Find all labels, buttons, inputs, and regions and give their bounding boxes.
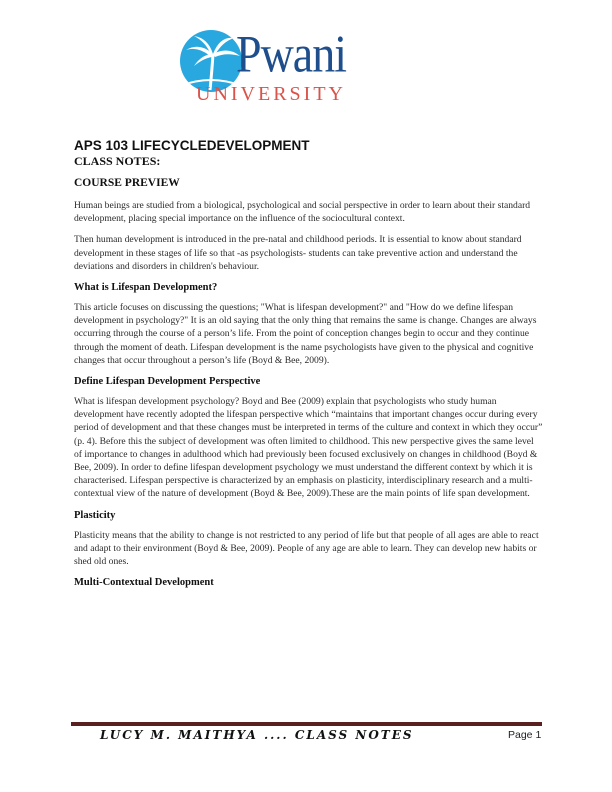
footer-divider [71, 722, 542, 726]
document-body [74, 138, 544, 596]
section-heading-what-is-lifespan: What is Lifespan Development? [74, 282, 218, 294]
paragraph: Then human development is introduced in the pre-natal and childhood periods. It is essential to know about standard development in these stages of life so that -as psychologists- students can take preventive action and understand the deviations and disorders in children's behaviour. [74, 234, 522, 272]
document-title: APS 103 LIFECYCLEDEVELOPMENT [74, 138, 310, 153]
paragraph: Human beings are studied from a biological, psychological and social perspective in order to learn about their standard development, placing special importance on the influence of the sociocultural context. [74, 200, 531, 225]
section-heading-plasticity: Plasticity [74, 509, 116, 521]
logo-subtitle: UNIVERSITY [196, 83, 346, 105]
university-logo [178, 22, 368, 112]
document-subtitle: CLASS NOTES: [74, 154, 161, 168]
logo-wordmark: Pwani [236, 24, 346, 84]
paragraph: This article focuses on discussing the questions; "What is lifespan development?" and "How do we define lifespan development in psychology?" It is an old saying that the only thing that remains the same is change. Changes are always occurring through the course of a person’s life. From the point of conception changes begin to occur and they continue through the moment of death. Lifespan development is the name psychologists have given to the physical and cognitive changes that occur throughout a person’s life (Boyd & Bee, 2009). [74, 302, 537, 366]
section-heading-define-perspective: Define Lifespan Development Perspective [74, 376, 261, 388]
section-heading-multi-contextual: Multi-Contextual Development [74, 577, 214, 589]
paragraph: Plasticity means that the ability to change is not restricted to any period of life but that people of all ages are able to react and adapt to their environment (Boyd & Bee, 2009). People of any age are able to learn. They can develop new habits or shed old ones. [74, 529, 539, 568]
section-heading-course-preview: COURSE PREVIEW [74, 177, 180, 189]
footer-author: LUCY M. MAITHYA .... CLASS NOTES [100, 728, 414, 742]
paragraph: What is lifespan development psychology? Boyd and Bee (2009) explain that psychologists who study human development have recently adopted the lifespan perspective which “maintains that important changes occur during every period of development and that these changes must be interpreted in terms of the culture and context in which they occur” (p. 4). Before this the subject of development was often limited to childhood. This new perspective gives the same level of importance to changes in adulthood which had previously been focused exclusively on changes in childhood (Boyd & Bee, 2009). In order to define lifespan development psychology we must understand the different context by which it is characterised. Lifespan perspective is characterized by an emphasis on plasticity, interdisciplinary research and a multi-contextual view of the nature of development (Boyd & Bee, 2009).These are the main points of life span development. [74, 396, 543, 500]
page-number: Page 1 [508, 729, 542, 741]
